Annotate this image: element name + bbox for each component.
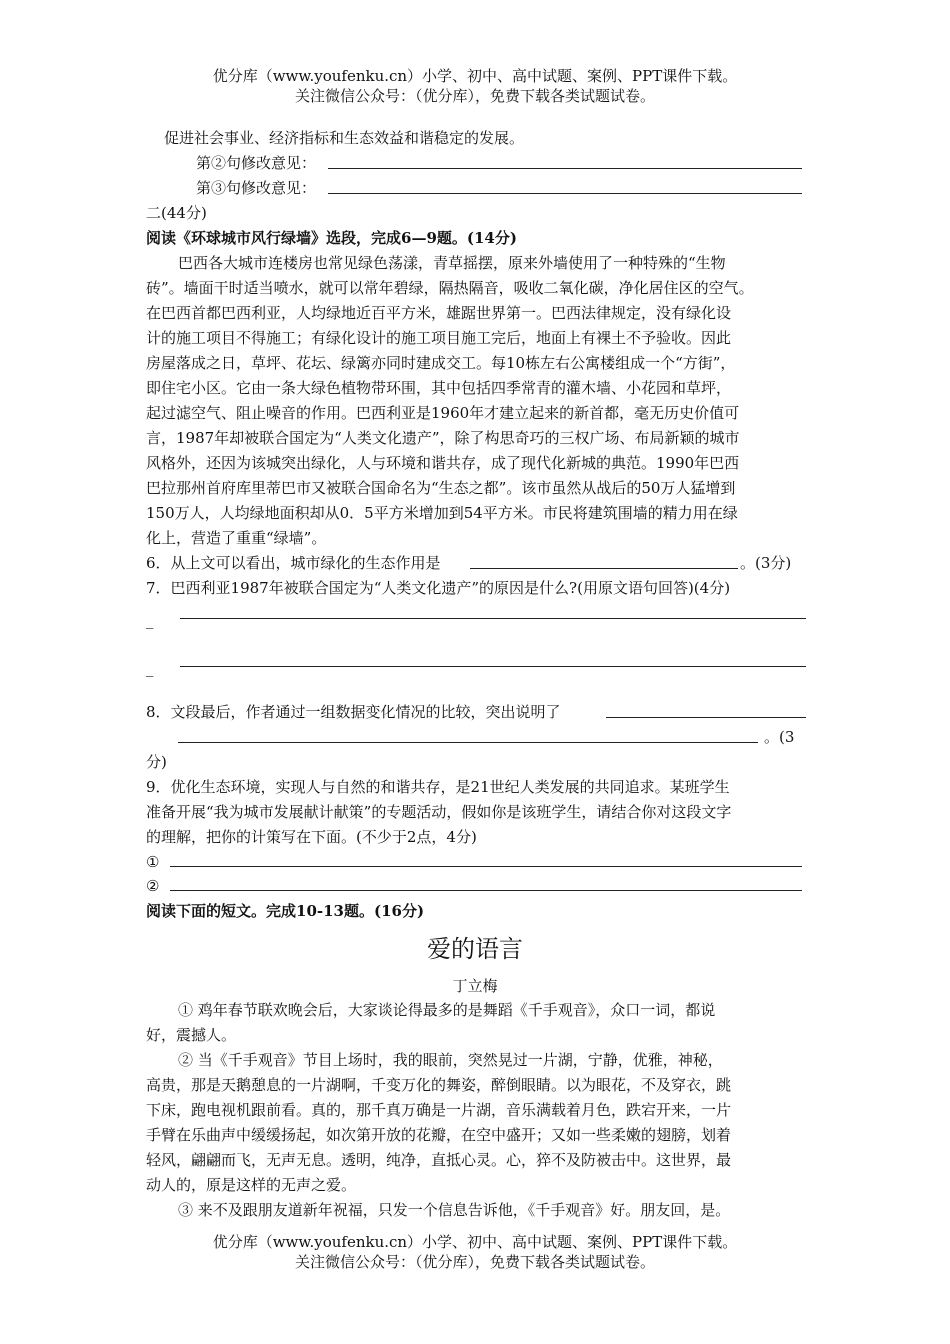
passage-line: 在巴西首都巴西利亚，人均绿地近百平方米，雄踞世界第一。巴西法律规定，没有绿化设 — [146, 304, 732, 322]
passage-line: 砖”。墙面干时适当喷水，就可以常年碧绿，隔热隔音，吸收二氧化碳，净化居住区的空气。 — [146, 279, 754, 297]
section3-instruction: 阅读下面的短文。完成10-13题。(16分) — [146, 902, 425, 920]
page-footer — [0, 1232, 950, 1272]
article-line: ① 鸡年春节联欢晚会后，大家谈论得最多的是舞蹈《千手观音》，众口一词，都说 — [178, 1001, 716, 1019]
passage-line: 风格外，还因为该城突出绿化，人与环境和谐共存，成了现代化新城的典范。1990年巴西 — [146, 454, 740, 472]
question-8: 8．文段最后，作者通过一组数据变化情况的比较，突出说明了 — [146, 703, 561, 721]
page-header — [0, 66, 950, 106]
header-line-2: 关注微信公众号：（优分库），免费下载各类试题试卷。 — [294, 87, 655, 105]
q8-end: 。(3 — [764, 728, 795, 746]
question-9-line: 准备开展“我为城市发展献计献策”的专题活动，假如你是该班学生，请结合你对这段文字 — [146, 803, 732, 821]
article-line: 高贵，那是天鹅憩息的一片湖啊，千变万化的舞姿，醉倒眼睛。以为眼花，不及穿衣，跳 — [146, 1076, 732, 1094]
passage-line: 房屋落成之日，草坪、花坛、绿篱亦同时建成交工。每10栋左右公寓楼组成一个“方街”， — [146, 354, 736, 372]
article-line: ③ 来不及跟朋友道新年祝福，只发一个信息告诉他，《千手观音》好。朋友回，是。 — [178, 1201, 731, 1219]
question-9-line: 的理解，把你的计策写在下面。(不少于2点，4分) — [146, 828, 477, 846]
article-title: 爱的语言 — [427, 935, 523, 963]
q7-answer-line-2[interactable] — [180, 666, 806, 667]
header-line-1: 优分库（www.youfenku.cn）小学、初中、高中试题、案例、PPT课件下载。 — [212, 67, 738, 85]
passage-line: 即住宅小区。它由一条大绿色植物带环围，其中包括四季常青的灌木墙、小花园和草坪， — [146, 379, 732, 397]
fix2-label: 第②句修改意见： — [196, 154, 317, 172]
continuation-text: 促进社会事业、经济指标和生态效益和谐稳定的发展。 — [164, 129, 525, 147]
question-6: 6．从上文可以看出，城市绿化的生态作用是 — [146, 554, 441, 572]
article-line: 轻风，翩翩而飞，无声无息。透明，纯净，直抵心灵。心，猝不及防被击中。这世界，最 — [146, 1151, 732, 1169]
article-line: 好，震撼人。 — [146, 1026, 237, 1044]
q7-line-end-mark: _ — [146, 611, 154, 629]
passage-line: 巴西各大城市连楼房也常见绿色荡漾，青草摇摆，原来外墙使用了一种特殊的“生物 — [178, 254, 726, 272]
q7-answer-line-1[interactable] — [180, 618, 806, 619]
q6-answer-line[interactable] — [470, 568, 738, 569]
q9-answer-line-2[interactable] — [170, 890, 802, 891]
question-9-line: 9．优化生态环境，实现人与自然的和谐共存，是21世纪人类发展的共同追求。某班学生 — [146, 778, 730, 796]
section2-heading: 二(44分) — [146, 204, 207, 222]
q9-bullet-2: ② — [146, 877, 160, 895]
q8-answer-line-1[interactable] — [606, 717, 806, 718]
passage-line: 计的施工项目不得施工；有绿化设计的施工项目施工完后，地面上有裸土不予验收。因此 — [146, 329, 732, 347]
q7-line-end-mark: _ — [146, 659, 154, 677]
passage-line: 化上，营造了重重“绿墙”。 — [146, 529, 327, 547]
article-line: ② 当《千手观音》节目上场时，我的眼前，突然晃过一片湖，宁静，优雅，神秘， — [178, 1051, 723, 1069]
passage-line: 巴拉那州首府库里蒂巴市又被联合国命名为“生态之都”。该市虽然从战后的50万人猛增到 — [146, 479, 736, 497]
article-line: 动人的，原是这样的无声之爱。 — [146, 1176, 357, 1194]
q8-score-tail: 分) — [146, 753, 167, 771]
footer-line-1: 优分库（www.youfenku.cn）小学、初中、高中试题、案例、PPT课件下载。 — [212, 1233, 738, 1251]
q8-answer-line-2[interactable] — [178, 742, 758, 743]
fix2-answer-line[interactable] — [328, 168, 802, 169]
article-line: 下床，跑电视机跟前看。真的，那千真万确是一片湖，音乐满载着月色，跌宕开来，一片 — [146, 1101, 732, 1119]
q9-answer-line-1[interactable] — [170, 866, 802, 867]
q6-end: 。(3分) — [740, 554, 792, 572]
article-author: 丁立梅 — [452, 977, 498, 995]
article-line: 手臂在乐曲声中缓缓扬起，如次第开放的花瓣，在空中盛开；又如一些柔嫩的翅膀，划着 — [146, 1126, 732, 1144]
question-7: 7．巴西利亚1987年被联合国定为“人类文化遗产”的原因是什么?(用原文语句回答)(4分) — [146, 579, 731, 597]
footer-line-2: 关注微信公众号：（优分库），免费下载各类试题试卷。 — [294, 1253, 655, 1271]
fix3-answer-line[interactable] — [328, 193, 802, 194]
passage-line: 起过滤空气、阻止噪音的作用。巴西利亚是1960年才建立起来的新首都，毫无历史价值可 — [146, 404, 740, 422]
section2-instruction: 阅读《环球城市风行绿墙》选段，完成6—9题。(14分) — [146, 229, 517, 247]
q9-bullet-1: ① — [146, 853, 160, 871]
passage-line: 言，1987年却被联合国定为“人类文化遗产”，除了构思奇巧的三权广场、布局新颖的城市 — [146, 429, 740, 447]
fix3-label: 第③句修改意见： — [196, 179, 317, 197]
passage-line: 150万人，人均绿地面积却从0．5平方米增加到54平方米。市民将建筑围墙的精力用在绿 — [146, 504, 738, 522]
